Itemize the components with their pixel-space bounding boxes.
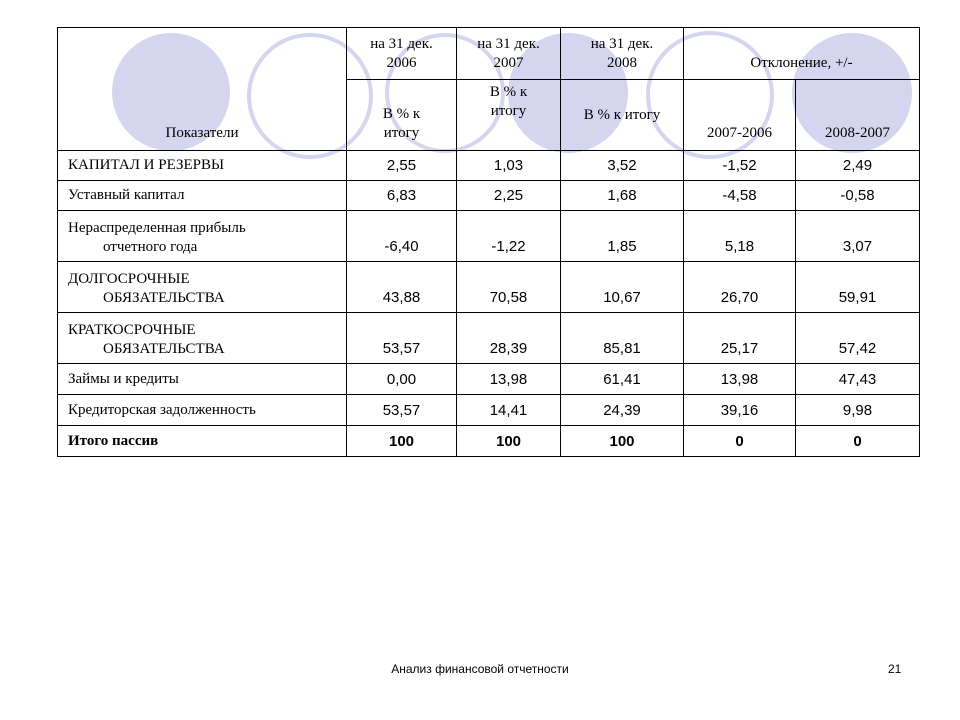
header-pct-2008-text: В % к итогу xyxy=(583,107,661,123)
cell-2007: 70,58 xyxy=(457,262,561,313)
header-dev-2008-2007: 2008-2007 xyxy=(796,80,920,151)
row-name xyxy=(58,151,347,181)
row-name-line-2: ОБЯЗАТЕЛЬСТВА xyxy=(103,290,225,306)
table-row xyxy=(58,211,920,262)
row-name-line-1: Итого пассив xyxy=(68,432,159,449)
cell-dev-2007-2006: 26,70 xyxy=(684,262,796,313)
header-pct-2008 xyxy=(561,80,684,151)
row-name-line-1: ДОЛГОСРОЧНЫЕ xyxy=(68,271,190,287)
header-pct-2006 xyxy=(347,80,457,151)
cell-2006: 6,83 xyxy=(347,181,457,211)
cell-2006: 0,00 xyxy=(347,364,457,395)
cell-dev-2007-2006: 13,98 xyxy=(684,364,796,395)
cell-2008: 100 xyxy=(561,426,684,457)
table-row xyxy=(58,313,920,364)
row-name-line-1: Нераспределенная прибыль xyxy=(68,220,246,236)
row-name xyxy=(58,395,347,426)
header-dev-2007-2006: 2007-2006 xyxy=(684,80,796,151)
row-name xyxy=(58,181,347,211)
cell-2006: 100 xyxy=(347,426,457,457)
cell-2006: 53,57 xyxy=(347,395,457,426)
cell-2008: 61,41 xyxy=(561,364,684,395)
table-row-total xyxy=(58,426,920,457)
table-row xyxy=(58,151,920,181)
cell-2008: 1,85 xyxy=(561,211,684,262)
cell-2008: 3,52 xyxy=(561,151,684,181)
cell-2006: 53,57 xyxy=(347,313,457,364)
table-row xyxy=(58,262,920,313)
cell-2008: 85,81 xyxy=(561,313,684,364)
cell-dev-2008-2007: 59,91 xyxy=(796,262,920,313)
row-name-line-1: Уставный капитал xyxy=(68,187,185,203)
row-name-line-1: КАПИТАЛ И РЕЗЕРВЫ xyxy=(68,157,225,173)
row-name-line-2: ОБЯЗАТЕЛЬСТВА xyxy=(103,341,225,357)
cell-2008: 10,67 xyxy=(561,262,684,313)
cell-dev-2007-2006: 39,16 xyxy=(684,395,796,426)
footer-title: Анализ финансовой отчетности xyxy=(391,662,569,676)
cell-dev-2008-2007: 47,43 xyxy=(796,364,920,395)
header-pct-2006-text: В % к итогу xyxy=(382,106,421,141)
cell-2007: 2,25 xyxy=(457,181,561,211)
cell-2007: 28,39 xyxy=(457,313,561,364)
cell-dev-2008-2007: 3,07 xyxy=(796,211,920,262)
header-pct-2007 xyxy=(457,80,561,151)
header-row-1 xyxy=(58,28,920,80)
page-number: 21 xyxy=(888,662,902,676)
header-pct-2007-text: В % к итогу xyxy=(489,84,528,119)
header-year-2006 xyxy=(347,28,457,80)
header-year-2008-line: на 31 дек. 2008 xyxy=(590,36,654,71)
table-row xyxy=(58,364,920,395)
cell-2006: -6,40 xyxy=(347,211,457,262)
row-name-line-1: Займы и кредиты xyxy=(68,370,179,387)
row-name-line-1: КРАТКОСРОЧНЫЕ xyxy=(68,322,196,338)
table-row xyxy=(58,181,920,211)
cell-dev-2007-2006: 0 xyxy=(684,426,796,457)
cell-2006: 2,55 xyxy=(347,151,457,181)
cell-2008: 24,39 xyxy=(561,395,684,426)
header-year-2006-line: на 31 дек. 2006 xyxy=(370,36,433,71)
cell-2008: 1,68 xyxy=(561,181,684,211)
header-year-2008 xyxy=(561,28,684,80)
header-year-2007 xyxy=(457,28,561,80)
cell-dev-2008-2007: -0,58 xyxy=(796,181,920,211)
row-name-line-2: отчетного года xyxy=(103,239,198,255)
cell-dev-2008-2007: 2,49 xyxy=(796,151,920,181)
financial-table xyxy=(57,27,920,457)
cell-dev-2007-2006: -4,58 xyxy=(684,181,796,211)
header-deviation: Отклонение, +/- xyxy=(684,28,920,80)
row-name xyxy=(58,211,347,262)
row-name xyxy=(58,426,347,457)
cell-dev-2008-2007: 9,98 xyxy=(796,395,920,426)
cell-dev-2007-2006: 5,18 xyxy=(684,211,796,262)
table-row xyxy=(58,395,920,426)
row-name-line-1: Кредиторская задолженность xyxy=(68,401,256,418)
row-name xyxy=(58,262,347,313)
cell-dev-2008-2007: 57,42 xyxy=(796,313,920,364)
cell-2007: -1,22 xyxy=(457,211,561,262)
header-indicator: Показатели xyxy=(58,28,347,151)
row-name xyxy=(58,313,347,364)
cell-2006: 43,88 xyxy=(347,262,457,313)
cell-2007: 13,98 xyxy=(457,364,561,395)
cell-dev-2007-2006: 25,17 xyxy=(684,313,796,364)
cell-dev-2007-2006: -1,52 xyxy=(684,151,796,181)
header-year-2007-line: на 31 дек. 2007 xyxy=(477,36,540,71)
cell-2007: 1,03 xyxy=(457,151,561,181)
row-name xyxy=(58,364,347,395)
cell-2007: 100 xyxy=(457,426,561,457)
cell-2007: 14,41 xyxy=(457,395,561,426)
cell-dev-2008-2007: 0 xyxy=(796,426,920,457)
